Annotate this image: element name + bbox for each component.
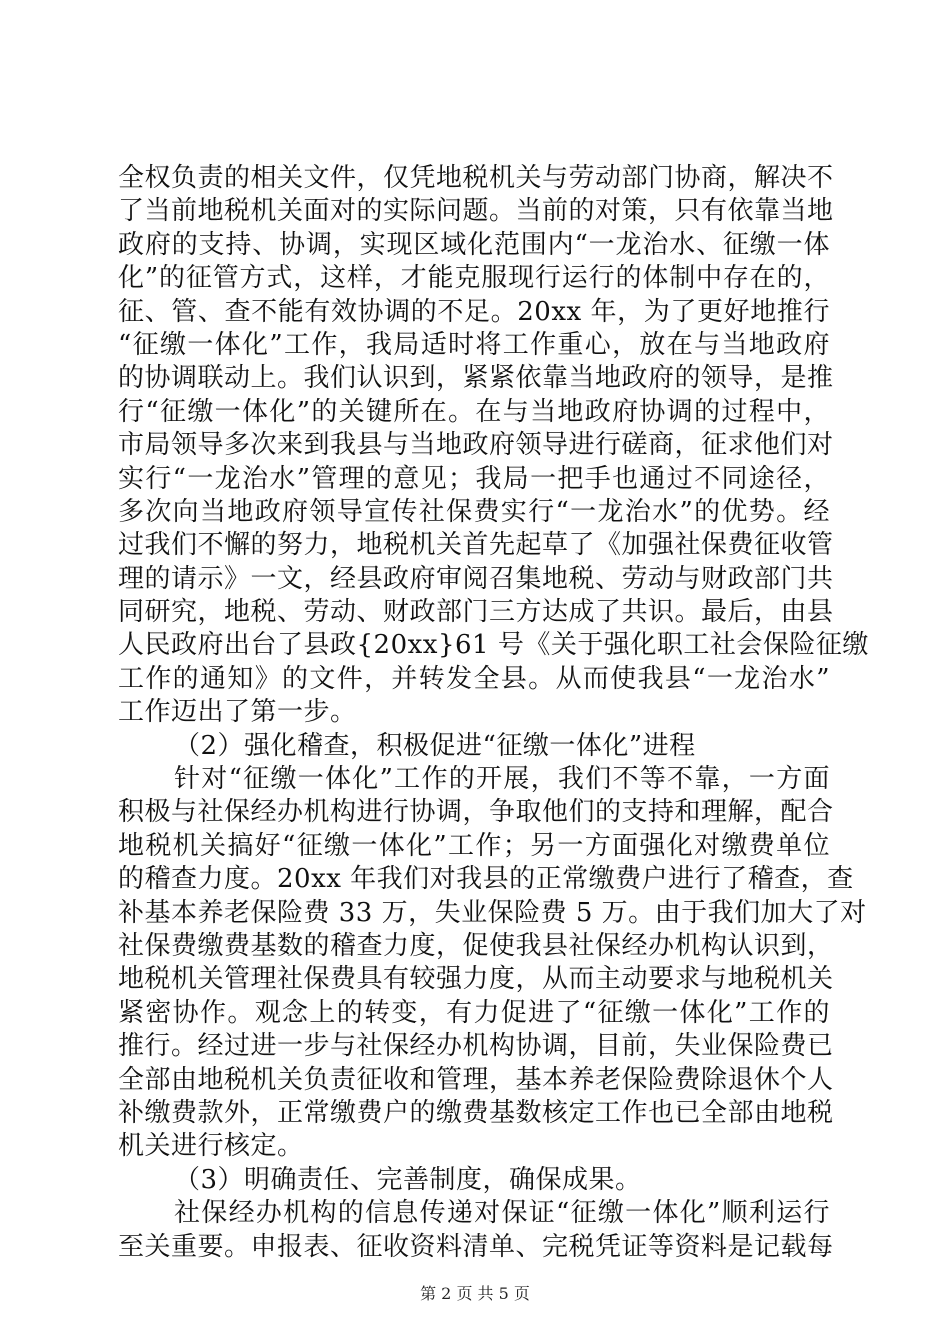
body-line: 推行。经过进一步与社保经办机构协调，目前，失业保险费已 bbox=[118, 1031, 834, 1062]
body-line: 工作的通知》的文件，并转发全县。从而使我县“一龙治水” bbox=[118, 663, 830, 694]
body-line: 地税机关管理社保费具有较强力度，从而主动要求与地税机关 bbox=[118, 964, 834, 995]
body-line: 全部由地税机关负责征收和管理，基本养老保险费除退休个人 bbox=[118, 1064, 834, 1095]
body-line: 同研究，地税、劳动、财政部门三方达成了共识。最后，由县 bbox=[118, 597, 834, 628]
body-line: 全权负责的相关文件，仅凭地税机关与劳动部门协商，解决不 bbox=[118, 163, 834, 193]
body-line: 的协调联动上。我们认识到，紧紧依靠当地政府的领导，是推 bbox=[118, 363, 834, 394]
body-line: 补基本养老保险费 33 万，失业保险费 5 万。由于我们加大了对 bbox=[118, 897, 867, 928]
body-line: 针对“征缴一体化”工作的开展，我们不等不靠，一方面 bbox=[174, 764, 830, 795]
body-line: 地税机关搞好“征缴一体化”工作；另一方面强化对缴费单位 bbox=[118, 830, 830, 861]
document-body bbox=[118, 162, 869, 1264]
body-line: 补缴费款外，正常缴费户的缴费基数核定工作也已全部由地税 bbox=[118, 1097, 834, 1128]
body-line: “征缴一体化”工作，我局适时将工作重心，放在与当地政府 bbox=[118, 329, 830, 360]
body-line: 理的请示》一文，经县政府审阅召集地税、劳动与财政部门共 bbox=[118, 563, 834, 594]
body-line: 至关重要。申报表、征收资料清单、完税凭证等资料是记载每 bbox=[118, 1231, 834, 1262]
page-number-footer: 第 2 页 共 5 页 bbox=[420, 1284, 530, 1303]
body-line: 行“征缴一体化”的关键所在。在与当地政府协调的过程中， bbox=[118, 396, 830, 427]
section-heading: （3）明确责任、完善制度，确保成果。 bbox=[174, 1164, 642, 1195]
body-line: 紧密协作。观念上的转变，有力促进了“征缴一体化”工作的 bbox=[118, 997, 830, 1028]
body-line: 了当前地税机关面对的实际问题。当前的对策，只有依靠当地 bbox=[118, 196, 834, 227]
body-line: 社保费缴费基数的稽查力度，促使我县社保经办机构认识到， bbox=[118, 930, 834, 961]
section-heading: （2）强化稽查，积极促进“征缴一体化”进程 bbox=[174, 730, 696, 761]
body-line: 积极与社保经办机构进行协调，争取他们的支持和理解，配合 bbox=[118, 797, 834, 828]
body-line: 的稽查力度。20xx 年我们对我县的正常缴费户进行了稽查，查 bbox=[118, 864, 854, 895]
body-line: 政府的支持、协调，实现区域化范围内“一龙治水、征缴一体 bbox=[118, 229, 830, 260]
body-line: 化”的征管方式，这样，才能克服现行运行的体制中存在的， bbox=[118, 263, 830, 294]
body-line: 过我们不懈的努力，地税机关首先起草了《加强社保费征收管 bbox=[118, 530, 834, 561]
body-line: 实行“一龙治水”管理的意见；我局一把手也通过不同途径， bbox=[118, 463, 830, 494]
body-line: 机关进行核定。 bbox=[118, 1131, 304, 1162]
body-line: 多次向当地政府领导宣传社保费实行“一龙治水”的优势。经 bbox=[118, 496, 830, 527]
body-line: 人民政府出台了县政{20xx}61 号《关于强化职工社会保险征缴 bbox=[118, 630, 869, 661]
body-line: 社保经办机构的信息传递对保证“征缴一体化”顺利运行 bbox=[174, 1198, 830, 1229]
body-line: 工作迈出了第一步。 bbox=[118, 697, 357, 728]
body-line: 市局领导多次来到我县与当地政府领导进行磋商，征求他们对 bbox=[118, 430, 834, 461]
body-line: 征、管、查不能有效协调的不足。20xx 年，为了更好地推行 bbox=[118, 296, 830, 327]
